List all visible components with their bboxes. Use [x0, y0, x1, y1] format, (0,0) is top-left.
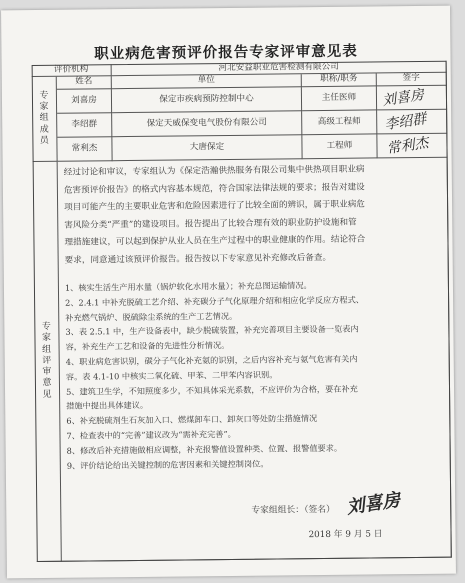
opinion-section-label: 专 家 组 评 审 意 见 [33, 162, 62, 562]
list-item: 6、补充脱硫剂生石灰加入口、燃煤卸车口、卸灰口等处防尘措施情况 [66, 413, 318, 426]
list-item: 5、建筑卫生学，不知照度多少，不知具体采光系数，不应评价为合格，要在补充 [65, 383, 358, 397]
page-title: 职业病危害预评价报告专家评审意见表 [94, 42, 358, 63]
list-item: 7、检查表中的“完善”建议改为“需补充完善”。 [66, 428, 236, 441]
org-value: 河北安益职业危害检测有限公司 [112, 61, 447, 77]
list-item: 1、核实生活生产用水量（锅炉软化水用水量）；补充总图运输情况。 [64, 280, 312, 293]
expert-unit: 大唐保定 [112, 135, 302, 161]
expert-name: 常利杰 [57, 137, 112, 162]
list-item: 3、表 2.5.1 中，生产设备表中，缺少脱硫装置，补充完善项目主要设备一览表内 [65, 324, 359, 338]
list-item: 补充燃气锅炉、脱硫除尘系统的生产工艺情况。 [65, 310, 238, 323]
list-item: 容。表 4.1-10 中核实二氧化硫、甲苯、二甲苯内容识别。 [65, 369, 278, 382]
expert-title: 工程师 [302, 134, 377, 159]
col-title-header: 职称/职务 [302, 73, 377, 87]
col-signature-header: 签字 [377, 73, 447, 87]
col-name-header: 姓名 [57, 76, 112, 90]
expert-title: 主任医师 [302, 86, 377, 111]
list-item: 措施中提出具体建议。 [66, 400, 149, 412]
expert-title: 高级工程师 [302, 110, 377, 135]
review-table [32, 61, 452, 562]
org-label: 评价机构 [32, 64, 112, 77]
signing-date: 2018 年 9 月 5 日 [308, 529, 383, 541]
expert-name: 刘喜房 [57, 89, 112, 114]
expert-signature: 常利杰 [385, 135, 430, 158]
list-item: 容，补充生产工艺和设备的先进性分析情况。 [65, 340, 230, 352]
review-form-page [1, 6, 456, 579]
list-item: 8、修改后补充措施做相应调整，补充报警值设置种类、位置、报警值要求。 [66, 442, 343, 456]
list-item: 2、2.4.1 中补充脱硫工艺介绍、补充碳分子气化原理介绍和相应化学反应方程式、 [65, 294, 364, 308]
expert-signature: 李绍群 [383, 111, 428, 134]
opinion-items [65, 277, 447, 473]
list-item: 9、评价结论给出关键控制的危害因素和关键控制岗位。 [66, 458, 269, 471]
experts-section-label: 专 家 组 成 员 [32, 77, 58, 162]
expert-unit: 保定市疾病预防控制中心 [112, 87, 302, 113]
col-unit-header: 单位 [112, 74, 302, 89]
expert-name: 李绍群 [57, 113, 112, 138]
expert-signature: 刘喜房 [381, 87, 426, 110]
opinion-intro: 经过讨论和审议，专家组认为《保定浩瀚供热服务有限公司集中供热项目职业病 危害预评价报告》的格式内容基本规范，符合国家法律法规的要求；报告对建设 项目可能产生的主要职业危害和危险因素进行了比较全面的辨识，属于职业病危 害风险分类“严重”的建设项目。报告提出了比较合理有效的职业防护设施和管 理措施建议，可以起到保护从业人员在生产过程中的职业健康的作用。结论符合 要求，同意通过该预评价报告。报告按以下专家意见补充修改后备查。 [63, 164, 366, 266]
leader-signature-label: 专家组组长：（签名） [251, 504, 335, 516]
leader-signature: 刘喜房 [345, 489, 402, 519]
expert-unit: 保定天威保变电气股份有限公司 [112, 111, 302, 137]
list-item: 4、职业病危害识别，碳分子气化补充氨的识别，之后内容补充与氨气危害有关内 [65, 353, 358, 367]
